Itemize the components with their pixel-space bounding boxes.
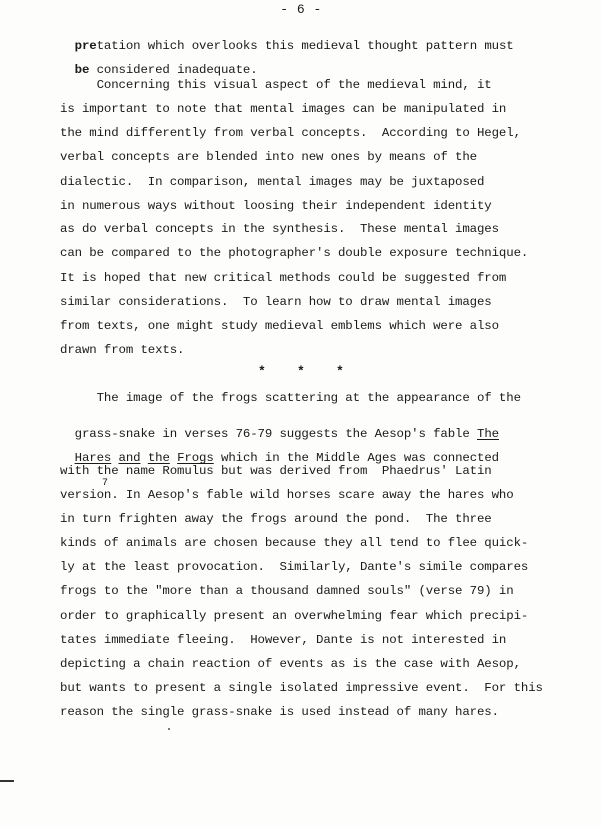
- text-fragment: tation which overlooks this medieval thought pattern must: [96, 39, 514, 54]
- margin-mark: [0, 780, 14, 782]
- text-line: [60, 440, 499, 465]
- text-line: order to graphically present an overwhelming fear which precipi-: [60, 609, 529, 623]
- text-fragment: which in the Middle Ages was connected: [213, 451, 499, 466]
- footnote-marker: 7: [102, 478, 109, 489]
- fable-title-fragment: The: [477, 427, 499, 442]
- text-line: ly at the least provocation. Similarly, Dante's simile compares: [60, 560, 529, 574]
- text-line: reason the single grass-snake is used instead of many hares.: [60, 705, 499, 719]
- text-line: verbal concepts are blended into new ones by means of the: [60, 150, 477, 164]
- text-line: version. In Aesop's fable wild horses scare away the hares who: [60, 488, 514, 502]
- text-line: [60, 28, 514, 53]
- fable-title-fragment: the: [147, 451, 170, 466]
- page-number: - 6 -: [280, 2, 322, 17]
- fable-title-fragment: Frogs: [177, 451, 214, 466]
- text-fragment: considered inadequate.: [89, 63, 258, 78]
- text-line: drawn from texts.: [60, 343, 185, 357]
- text-line: depicting a chain reaction of events as is the case with Aesop,: [60, 657, 521, 671]
- text-line: as do verbal concepts in the synthesis. These mental images: [60, 222, 499, 236]
- scan-speck: [168, 728, 170, 730]
- text-line: is important to note that mental images can be manipulated in: [60, 102, 507, 116]
- section-separator: * * *: [258, 364, 344, 379]
- text-line: It is hoped that new critical methods could be suggested from: [60, 271, 507, 285]
- text-line: in turn frighten away the frogs around the pond. The three: [60, 512, 492, 526]
- text-fragment: grass-snake in verses 76-79 suggests the Aesop's fable: [74, 427, 477, 442]
- bold-fragment: be: [74, 63, 90, 78]
- text-line: Concerning this visual aspect of the medieval mind, it: [60, 78, 492, 92]
- fable-title-fragment: and: [118, 451, 141, 466]
- text-line: but wants to present a single isolated impressive event. For this: [60, 681, 543, 695]
- text-line: [60, 52, 258, 77]
- text-line: dialectic. In comparison, mental images may be juxtaposed: [60, 175, 485, 189]
- text-line: from texts, one might study medieval emblems which were also: [60, 319, 499, 333]
- text-line: frogs to the "more than a thousand damned souls" (verse 79) in: [60, 584, 514, 598]
- text-line: [60, 416, 499, 441]
- text-line: similar considerations. To learn how to draw mental images: [60, 295, 492, 309]
- text-line: tates immediate fleeing. However, Dante is not interested in: [60, 633, 507, 647]
- text-line: the mind differently from verbal concepts. According to Hegel,: [60, 126, 521, 140]
- text-line: kinds of animals are chosen because they all tend to flee quick-: [60, 536, 529, 550]
- text-line: with the name Romulus but was derived from Phaedrus' Latin: [60, 464, 492, 478]
- text-line: The image of the frogs scattering at the appearance of the: [60, 391, 521, 405]
- bold-fragment: pre: [74, 39, 97, 54]
- text-line: can be compared to the photographer's double exposure technique.: [60, 246, 529, 260]
- fable-title-fragment: Hares: [74, 451, 112, 466]
- text-line: in numerous ways without loosing their independent identity: [60, 199, 492, 213]
